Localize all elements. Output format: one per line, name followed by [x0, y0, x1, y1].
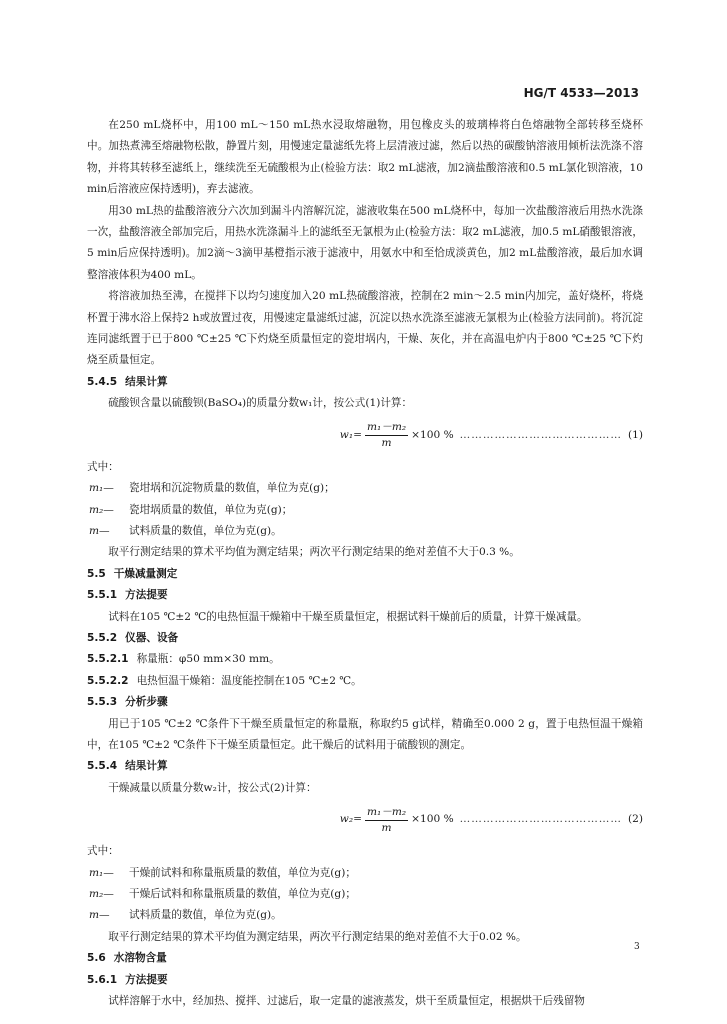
heading-5-5-3: 5.5.3 分析步骤	[87, 696, 168, 709]
heading-5-4-5: 5.4.5 结果计算	[87, 375, 168, 388]
paragraph: 干燥减量以质量分数w₂计，按公式(2)计算：	[108, 781, 317, 794]
paragraph: 用30 mL热的盐酸溶液分六次加到漏斗内溶解沉淀，滤液收集在500 mL烧杯中，每加一次盐酸溶液后用热水洗涤一次，盐酸溶液全部加完后，用热水洗涤漏斗上的滤纸至无氯根为止(检验方法：取2 mL滤液，加0.5 mL硝酸银溶液，5 min后应保持透明)。加2滴～3滴甲基橙指示液于滤液中，用氨水中和至恰成淡黄色，加2 mL盐酸溶液，最后加水调整溶液体积为400 mL。	[87, 204, 643, 281]
paragraph: 在250 mL烧杯中，用100 mL～150 mL热水浸取熔融物，用包橡皮头的玻璃棒将白色熔融物全部转移至烧杯中。加热煮沸至熔融物松散，静置片刻，用慢速定量滤纸先将上层清液过滤，然后以热的碳酸钠溶液用倾析法洗涤不溶物，并将其转移至滤纸上，继续洗至无硫酸根为止(检验方法：取2 mL滤液，加2滴盐酸溶液和0.5 mL氯化钡溶液，10 min后溶液应保持透明)，弃去滤液。	[87, 119, 643, 196]
paragraph: 试料在105 ℃±2 ℃的电热恒温干燥箱中干燥至质量恒定，根据试料干燥前后的质量，计算干燥减量。	[108, 610, 588, 623]
paragraph: 取平行测定结果的算术平均值为测定结果，两次平行测定结果的绝对差值不大于0.02 %。	[108, 930, 527, 943]
paragraph: 硫酸钡含量以硫酸钡(BaSO₄)的质量分数w₁计，按公式(1)计算：	[108, 397, 413, 410]
paragraph: 将溶液加热至沸，在搅拌下以均匀速度加入20 mL热硫酸溶液，控制在2 min～2.5 min内加完，盖好烧杯，将烧杯置于沸水浴上保持2 h或放置过夜，用慢速定量滤纸过滤，沉淀以热水洗涤至滤液无氯根为止(检验方法同前)。将沉淀连同滤纸置于已于800 ℃±25 ℃下灼烧至质量恒定的瓷坩埚内，干燥、灰化，并在高温电炉内于800 ℃±25 ℃下灼烧至质量恒定。	[87, 290, 643, 367]
heading-5-6: 5.6 水溶物含量	[87, 952, 167, 965]
page-number: 3	[634, 942, 640, 952]
where-label: 式中：	[87, 845, 119, 858]
variable-list-2: m₁— 干燥前试料和称量瓶质量的数值，单位为克(g)； m₂— 干燥后试料和称量瓶质量的数值，单位为克(g)； m— 试料质量的数值，单位为克(g)。	[89, 866, 356, 922]
formula-2: w₂= $\frac{\text{m₁－m₂}}{m}$ ×100 % …………………………………… (2)	[339, 805, 643, 834]
paragraph: 用已于105 ℃±2 ℃条件下干燥至质量恒定的称量瓶，称取约5 g试样，精确至0.000 2 g，置于电热恒温干燥箱中，在105 ℃±2 ℃条件下干燥至质量恒定。此干燥后的试料用于硫酸钡的测定。	[87, 717, 643, 751]
formula-1: w₁= $\frac{\text{m₁－m₂}}{m}$ ×100 % …………………………………… (1)	[339, 421, 643, 450]
heading-5-5-4: 5.5.4 结果计算	[87, 760, 168, 773]
variable-list-1: m₁— 瓷坩埚和沉淀物质量的数值，单位为克(g)； m₂— 瓷坩埚质量的数值，单位为克(g)； m— 试料质量的数值，单位为克(g)。	[89, 482, 335, 537]
heading-5-5: 5.5 干燥减量测定	[87, 567, 178, 580]
heading-5-6-1: 5.6.1 方法提要	[87, 973, 168, 986]
paragraph: 取平行测定结果的算术平均值为测定结果；两次平行测定结果的绝对差值不大于0.3 %。	[108, 546, 520, 559]
page-body	[87, 115, 643, 1012]
heading-5-5-2-1: 5.5.2.1 称量瓶：φ50 mm×30 mm。	[87, 653, 280, 666]
where-label: 式中：	[87, 460, 119, 473]
heading-5-5-2: 5.5.2 仪器、设备	[87, 631, 179, 644]
heading-5-5-1: 5.5.1 方法提要	[87, 589, 168, 602]
heading-5-5-2-2: 5.5.2.2 电热恒温干燥箱：温度能控制在105 ℃±2 ℃。	[87, 674, 362, 687]
standard-number: HG/T 4533—2013	[523, 86, 639, 100]
paragraph: 试样溶解于水中，经加热、搅拌、过滤后，取一定量的滤液蒸发，烘干至质量恒定，根据烘干后残留物	[108, 995, 585, 1008]
